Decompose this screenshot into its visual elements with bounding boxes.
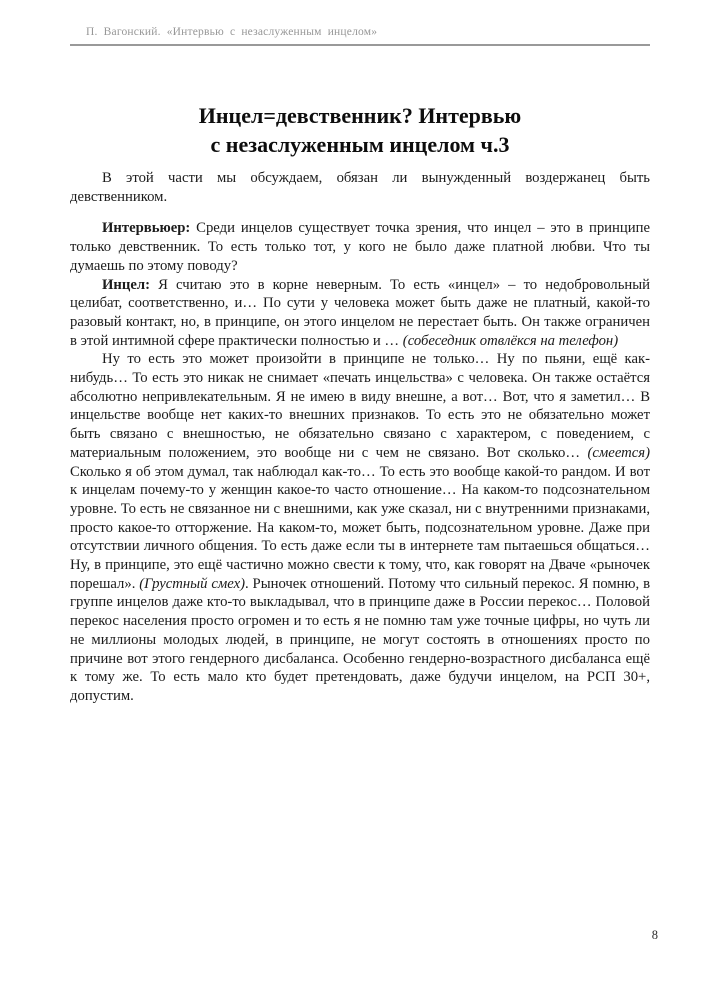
text-run: В этой части мы обсуждаем, обязан ли вынужденный воздержанец быть девственником. — [70, 170, 650, 205]
speaker-label: Инцел: — [102, 276, 150, 293]
text-run: Ну то есть это может произойти в принципе не только… Ну по пьяни, ещё как-нибудь… То есть это никак не снимает «печать инцельства» с человека. Он также остаётся абсолютно непривлекательным. Я не имею в виду внешне, а вот… Вот, что я заметил… В инцельстве вообще нет каких-то внешних признаков. То есть это не обязательно может быть связано с внешностью, не обязательно связано с характером, с поведением, с материальным положением, это вообще ни с чем не связано. Вот сколько… — [70, 351, 650, 461]
text-run: . Рыночек отношений. Потому что сильный перекос. Я помню, в группе инцелов даже кто-то выкладывал, что в принципе даже в России перекос… Половой перекос населения просто огромен и то есть я не помню там уже точные цифры, но чуть ли не миллионы молодых людей, в принципе, не могут состоять в отношениях просто по причине вот этого гендерного дисбаланса. Особенно гендерно-возрастного дисбаланса ещё к тому же. То есть мало кто будет претендовать, даже будучи инцелом, на РСП 30+, допустим. — [70, 575, 650, 704]
stage-direction: (Грустный смех) — [139, 575, 245, 592]
text-run: Я считаю это в корне неверным. То есть «инцел» – то недобровольный целибат, соответственно, и… По сути у человека может быть даже не платный, какой-то разовый контакт, но, в принципе, он этого инцелом не перестает быть. Он также ограничен в этой интимной сфере практически полностью и … — [70, 276, 650, 349]
stage-direction: (смеется) — [587, 444, 650, 461]
stage-direction: (собеседник отвлёкся на телефон) — [402, 332, 619, 349]
text-run: Сколько я об этом думал, так наблюдал как-то… То есть это вообще какой-то рандом. И вот к инцелам почему-то у женщин какое-то часто отношение… На каком-то подсознательном уровне. То есть не связанное ни с внешними, как уже сказал, ни с внутренними признаками, просто какое-то отторжение. На каком-то, может быть, подсознательном уровне. Даже при отсутствии личного общения. То есть даже если ты в интернете там пытаешься общаться… Ну, в принципе, это ещё частично можно свести к тому, что, как говорят на Дваче «рыночек порешал». — [70, 463, 650, 592]
page-number: 8 — [651, 928, 658, 942]
paragraph — [70, 169, 650, 206]
page-title-line2: с незаслуженным инцелом ч.3 — [210, 132, 510, 157]
paragraph — [70, 350, 650, 705]
running-header: П. Вагонский. «Интервью с незаслуженным инцелом» — [86, 26, 378, 38]
header-rule — [70, 44, 650, 46]
paragraph — [70, 276, 650, 351]
page-title-line1: Инцел=девственник? Интервью — [198, 103, 522, 128]
page-title — [70, 101, 650, 159]
body-text — [70, 169, 650, 706]
speaker-label: Интервьюер: — [102, 220, 191, 237]
paragraph — [70, 219, 650, 275]
text-run: Среди инцелов существует точка зрения, что инцел – это в принципе только девственник. То есть только тот, у кого не было даже платной любви. Что ты думаешь по этому поводу? — [70, 220, 650, 274]
